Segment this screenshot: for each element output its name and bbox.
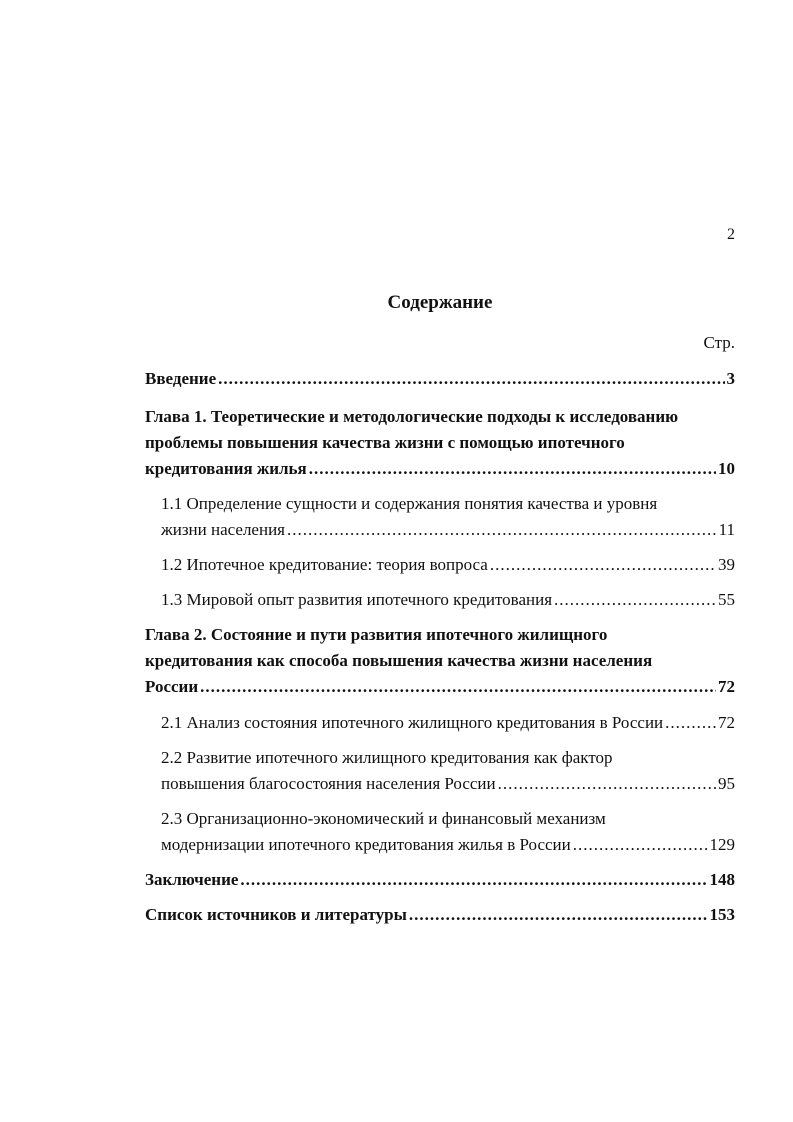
toc-entry <box>145 404 735 482</box>
dot-leader <box>554 587 716 613</box>
toc-entry <box>145 587 735 613</box>
toc-page-number: 153 <box>709 905 735 924</box>
toc-entry <box>145 366 735 392</box>
toc-entry <box>145 806 735 858</box>
page-number: 2 <box>727 226 735 243</box>
dot-leader <box>240 867 707 893</box>
toc-page-number: 72 <box>718 677 735 696</box>
toc-entry <box>145 622 735 700</box>
toc-entry-text: Список источников и литературы <box>145 905 407 924</box>
toc-page-number: 3 <box>726 369 735 388</box>
dot-leader <box>665 710 716 736</box>
dot-leader <box>573 832 708 858</box>
dot-leader <box>200 674 716 700</box>
dot-leader <box>309 456 716 482</box>
dot-leader <box>498 771 716 797</box>
toc-page-number: 11 <box>718 520 735 539</box>
toc-entry-text: Глава 1. Теоретические и методологические подходы к исследованию <box>145 407 679 426</box>
page-column-label: Стр. <box>703 333 735 352</box>
toc-page-number: 55 <box>718 590 735 609</box>
toc-entry <box>145 710 735 736</box>
dot-leader <box>218 366 724 392</box>
toc-entry-text: России <box>145 677 199 696</box>
toc-entry-text: Глава 2. Состояние и пути развития ипотечного жилищного <box>145 625 608 644</box>
toc-entry-text: кредитования как способа повышения качества жизни населения <box>145 651 653 670</box>
toc-page-number: 129 <box>709 835 735 854</box>
dot-leader <box>287 517 717 543</box>
toc-entry <box>145 902 735 928</box>
toc-entry-text: повышения благосостояния населения России <box>161 774 496 793</box>
toc-page-number: 10 <box>718 459 735 478</box>
table-of-contents <box>145 366 735 928</box>
toc-entry-text: 2.1 Анализ состояния ипотечного жилищного кредитования в России <box>161 713 664 732</box>
toc-page-number: 95 <box>718 774 735 793</box>
toc-page-number: 148 <box>709 870 735 889</box>
dot-leader <box>490 552 716 578</box>
toc-entry-text: жизни населения <box>161 520 285 539</box>
toc-entry-text: модернизации ипотечного кредитования жилья в России <box>161 835 571 854</box>
toc-entry-text: Введение <box>145 369 217 388</box>
toc-entry-text: кредитования жилья <box>145 459 307 478</box>
toc-entry-text: 2.3 Организационно-экономический и финансовый механизм <box>161 809 606 828</box>
toc-entry-text: 1.1 Определение сущности и содержания понятия качества и уровня <box>161 494 658 513</box>
toc-entry-text: 2.2 Развитие ипотечного жилищного кредитования как фактор <box>161 748 613 767</box>
toc-entry <box>145 552 735 578</box>
dot-leader <box>409 902 708 928</box>
toc-page-number: 72 <box>718 713 735 732</box>
toc-entry <box>145 745 735 797</box>
toc-entry-text: проблемы повышения качества жизни с помощью ипотечного <box>145 433 625 452</box>
toc-entry-text: Заключение <box>145 870 239 889</box>
toc-entry-text: 1.2 Ипотечное кредитование: теория вопроса <box>161 555 488 574</box>
toc-entry <box>145 491 735 543</box>
toc-page-number: 39 <box>718 555 735 574</box>
toc-title: Содержание <box>387 292 493 313</box>
toc-entry <box>145 867 735 893</box>
toc-entry-text: 1.3 Мировой опыт развития ипотечного кредитования <box>161 590 553 609</box>
